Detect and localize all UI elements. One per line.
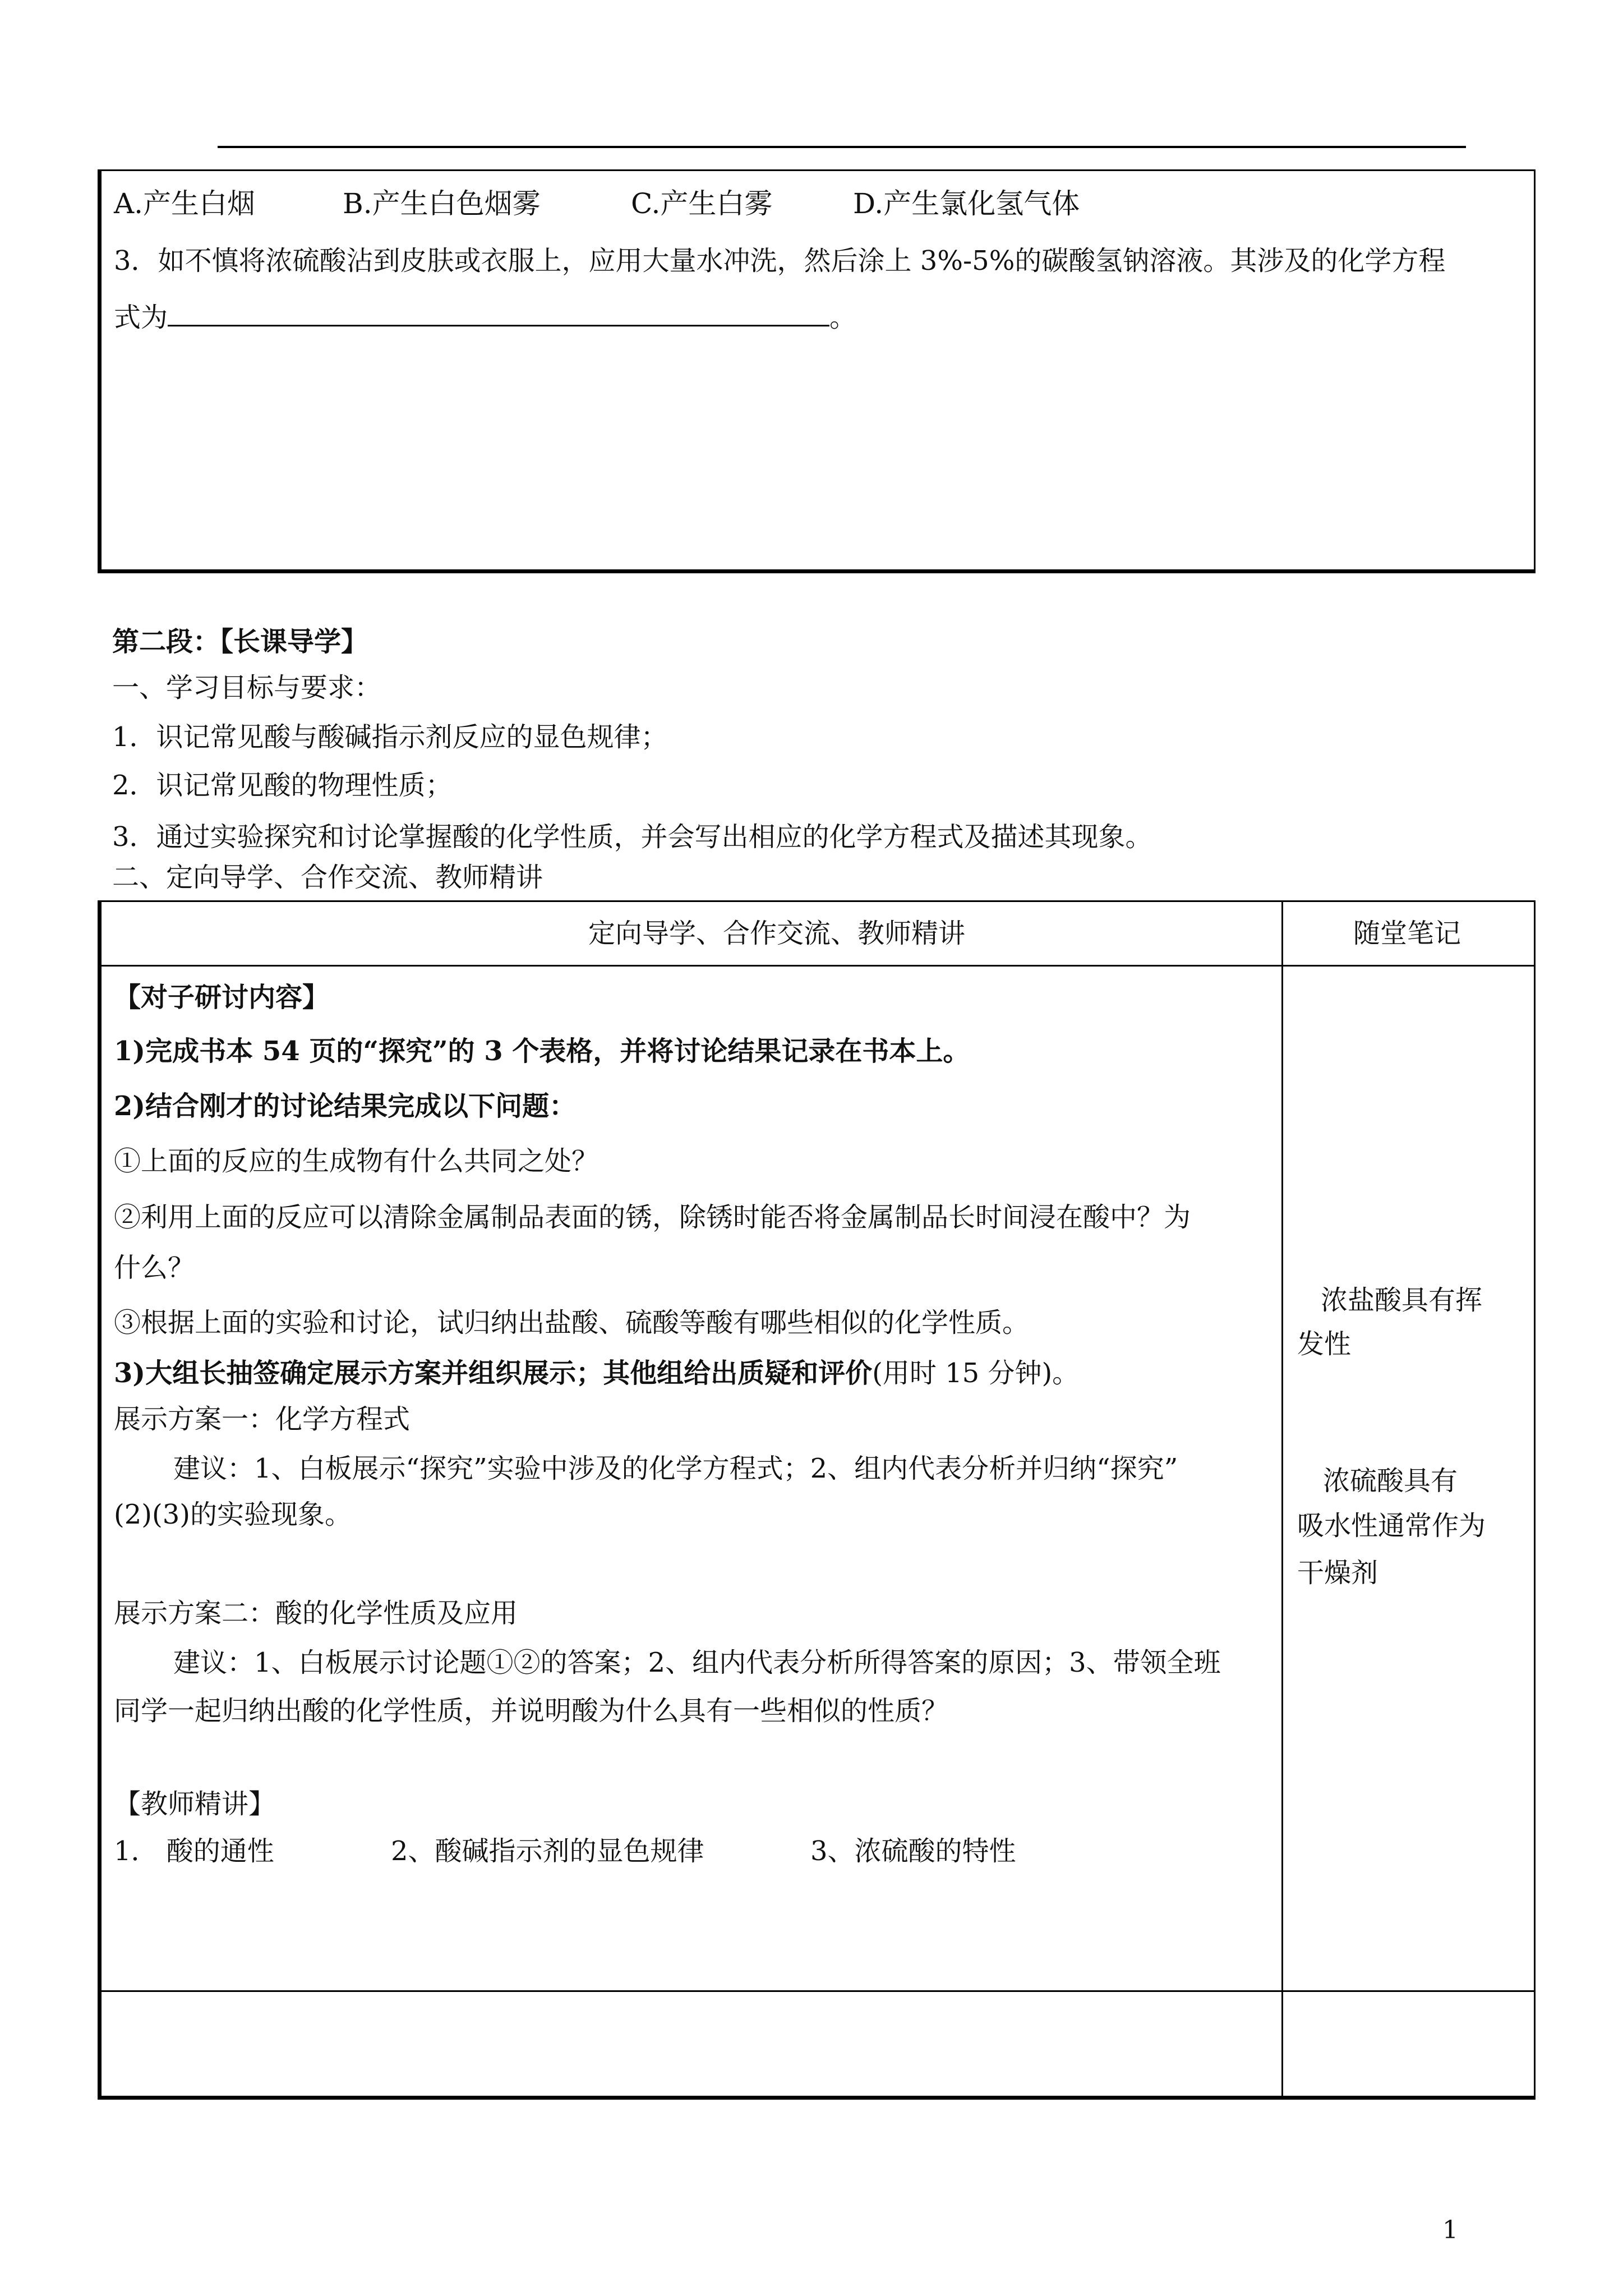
note-2-line2: 吸水性通常作为 bbox=[1297, 1510, 1486, 1542]
teacher-item-1: 1． 酸的通性 bbox=[114, 1835, 274, 1867]
goal-1: 1．识记常见酸与酸碱指示剂反应的显色规律； bbox=[112, 721, 668, 753]
note-2-line3: 干燥剂 bbox=[1297, 1557, 1378, 1589]
teacher-item-2: 2、酸碱指示剂的显色规律 bbox=[391, 1835, 704, 1867]
option-b: B.产生白色烟雾 bbox=[343, 187, 541, 220]
question-2-line1: ②利用上面的反应可以清除金属制品表面的锈，除锈时能否将金属制品长时间浸在酸中？为 bbox=[114, 1202, 1191, 1233]
question-3-suffix: 。 bbox=[829, 302, 857, 333]
plan-1-title: 展示方案一：化学方程式 bbox=[114, 1404, 411, 1435]
header-divider bbox=[102, 965, 1534, 967]
section-title: 第二段：【长课导学】 bbox=[112, 626, 368, 657]
note-1-line1: 浓盐酸具有挥 bbox=[1321, 1285, 1483, 1316]
pair-heading: 【对子研讨内容】 bbox=[114, 982, 330, 1013]
plan-1-line2: (2)(3)的实验现象。 bbox=[114, 1499, 352, 1530]
teacher-heading: 【教师精讲】 bbox=[114, 1788, 276, 1820]
option-d: D.产生氯化氢气体 bbox=[853, 187, 1080, 220]
item-2: 2)结合刚才的讨论结果完成以下问题： bbox=[114, 1091, 577, 1122]
item-3-bold: 3)大组长抽签确定展示方案并组织展示；其他组给出质疑和评价 bbox=[114, 1358, 873, 1389]
guide-heading: 二、定向导学、合作交流、教师精讲 bbox=[112, 862, 543, 893]
item-1: 1)完成书本 54 页的“探究”的 3 个表格，并将讨论结果记录在书本上。 bbox=[114, 1036, 970, 1067]
header-rule bbox=[218, 146, 1466, 148]
page-number: 1 bbox=[1442, 2216, 1458, 2244]
plan-2-line2: 同学一起归纳出酸的化学性质，并说明酸为什么具有一些相似的性质？ bbox=[114, 1695, 949, 1727]
teacher-item-3: 3、浓硫酸的特性 bbox=[810, 1835, 1016, 1867]
plan-2-title: 展示方案二：酸的化学性质及应用 bbox=[114, 1598, 518, 1629]
item-3-normal: (用时 15 分钟)。 bbox=[872, 1358, 1080, 1389]
note-2-line1: 浓硫酸具有 bbox=[1323, 1465, 1458, 1497]
question-3: ③根据上面的实验和讨论，试归纳出盐酸、硫酸等酸有哪些相似的化学性质。 bbox=[114, 1307, 1030, 1338]
header-main: 定向导学、合作交流、教师精讲 bbox=[588, 918, 966, 949]
guide-table bbox=[98, 900, 1536, 2100]
goal-2: 2．识记常见酸的物理性质； bbox=[112, 770, 453, 801]
note-1-line2: 发性 bbox=[1297, 1328, 1352, 1360]
column-divider bbox=[1281, 902, 1283, 2096]
question-1: ①上面的反应的生成物有什么共同之处？ bbox=[114, 1145, 599, 1177]
option-a: A.产生白烟 bbox=[114, 187, 256, 220]
question-box bbox=[98, 169, 1536, 573]
question-3-line2 bbox=[114, 300, 856, 334]
header-notes: 随堂笔记 bbox=[1353, 918, 1461, 949]
plan-2-line1: 建议：1、白板展示讨论题①②的答案；2、组内代表分析所得答案的原因；3、带领全班 bbox=[173, 1647, 1221, 1678]
footer-divider bbox=[102, 1990, 1534, 1992]
goal-heading: 一、学习目标与要求： bbox=[112, 672, 382, 703]
item-3 bbox=[114, 1356, 1079, 1390]
question-3-line1: 3．如不慎将浓硫酸沾到皮肤或衣服上，应用大量水冲洗，然后涂上 3%-5%的碳酸氢钠溶液。其涉及的化学方程 bbox=[114, 245, 1446, 277]
question-3-prefix: 式为 bbox=[114, 302, 168, 333]
plan-1-line1: 建议：1、白板展示“探究”实验中涉及的化学方程式；2、组内代表分析并归纳“探究” bbox=[173, 1453, 1178, 1484]
option-c: C.产生白雾 bbox=[631, 187, 773, 220]
goal-3: 3．通过实验探究和讨论掌握酸的化学性质，并会写出相应的化学方程式及描述其现象。 bbox=[112, 821, 1152, 853]
answer-blank bbox=[168, 300, 829, 326]
question-2-line2: 什么？ bbox=[114, 1252, 195, 1283]
